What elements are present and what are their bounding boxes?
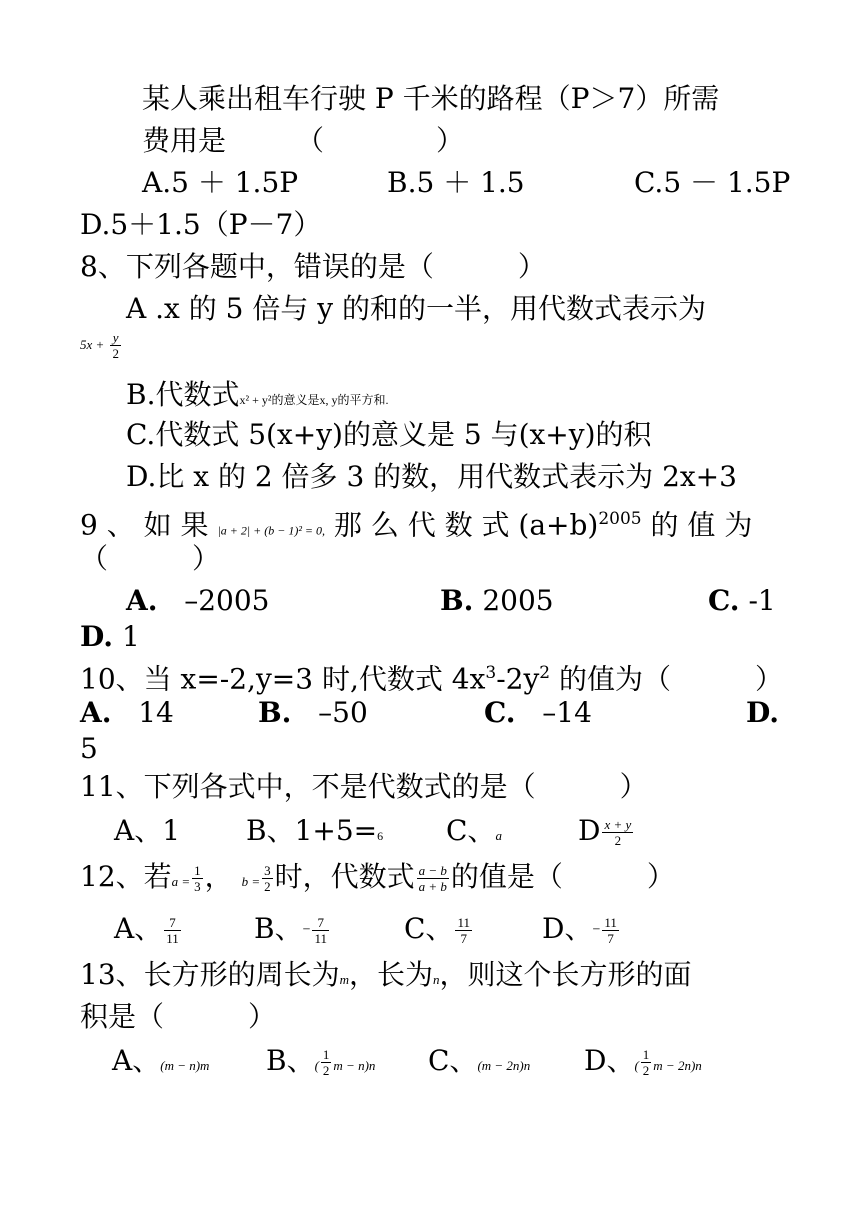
fraction-numerator: 1 <box>322 1047 330 1062</box>
fraction-numerator: 1 <box>642 1047 650 1062</box>
q8-option-c: C.代数式 5(x+y)的意义是 5 与(x+y)的积 <box>126 418 652 451</box>
q12-a-fraction <box>192 863 203 894</box>
q10-exponent-1: 3 <box>485 663 497 683</box>
fraction-numerator: y <box>110 330 121 346</box>
q9-option-a <box>126 584 269 618</box>
fraction-denominator: 2 <box>614 833 622 848</box>
q13-stem-b: ，长为 <box>349 958 434 991</box>
q8-stem: 8、下列各题中，错误的是（ ） <box>80 250 546 283</box>
fraction-numerator: 7 <box>312 915 329 931</box>
option-expression: m − 2n)n <box>653 1058 702 1073</box>
q10-stem-c: 的值为（ ） <box>559 662 784 696</box>
option-value: -1 <box>748 584 776 617</box>
q9-paren: （ ） <box>80 542 221 575</box>
option-value: 14 <box>138 696 174 729</box>
q13-stem-line2: 积是（ ） <box>80 1000 277 1033</box>
q12-stem-mid: 时，代数式 <box>274 860 415 893</box>
fraction-denominator: 2 <box>264 879 271 894</box>
half-fraction <box>321 1047 332 1078</box>
q8-expr-left: 5x + <box>80 337 105 352</box>
option-label: A. <box>126 584 158 617</box>
option-label: D、 <box>584 1044 635 1077</box>
option-label: C、 <box>428 1044 478 1077</box>
q13-stem <box>80 958 692 997</box>
q7-line1: 某人乘出租车行驶 P 千米的路程（P＞7）所需 <box>142 82 720 115</box>
q11-option-c-text: C、 <box>446 814 496 847</box>
q13-var-m: m <box>339 972 350 987</box>
q12-expression-fraction <box>417 863 449 894</box>
q9-stem-tail: 的 值 为 <box>650 508 753 542</box>
q12-b-lhs: b = <box>241 874 261 889</box>
option-expression: (m − 2n)n <box>477 1058 531 1073</box>
option-label: B. <box>440 584 474 617</box>
q13-stem-a: 13、长方形的周长为 <box>80 958 340 991</box>
fraction-denominator: 11 <box>314 931 328 946</box>
q11-option-c <box>446 814 502 853</box>
q11-option-b-small: 6 <box>377 829 384 843</box>
option-label: C、 <box>404 912 454 945</box>
q10-option-a <box>80 696 174 730</box>
q8-option-a: A .x 的 5 倍与 y 的和的一半，用代数式表示为 <box>126 292 706 325</box>
q10-stem-b: -2y <box>496 662 540 696</box>
q8-option-b-expression: x² + y²的意义是x, y的平方和. <box>239 393 389 407</box>
half-fraction <box>641 1047 652 1078</box>
option-label: B、 <box>254 912 303 945</box>
q10-option-c <box>484 696 592 730</box>
q10-stem <box>80 656 783 696</box>
option-label: D、 <box>542 912 593 945</box>
minus-sign: − <box>302 922 311 938</box>
option-value: 2005 <box>482 584 554 617</box>
option-fraction <box>455 915 472 946</box>
q7-option-b: B.5 ＋ 1.5 <box>387 166 525 199</box>
q12-option-d <box>542 912 621 948</box>
q13-option-b <box>266 1044 375 1083</box>
option-fraction <box>312 915 329 946</box>
option-value: 1 <box>121 620 140 653</box>
fraction-numerator: 11 <box>604 915 617 930</box>
q13-option-a <box>112 1044 209 1083</box>
q9-exponent: 2005 <box>598 509 642 529</box>
q8-option-b-prefix: B.代数式 <box>126 378 240 411</box>
fraction-numerator: 11 <box>457 915 470 930</box>
fraction-denominator: 7 <box>607 931 614 946</box>
fraction-numerator: x + y <box>604 817 632 832</box>
option-label: C. <box>484 696 516 729</box>
fraction-denominator: 2 <box>112 346 119 361</box>
q11-option-d-fraction <box>602 817 633 848</box>
q13-option-c <box>428 1044 530 1083</box>
fraction-denominator: 2 <box>322 1063 330 1078</box>
q12-stem-prefix: 12、若 <box>80 860 172 893</box>
q10-stem-a: 10、当 x=-2,y=3 时,代数式 4x <box>80 662 486 696</box>
q7-option-a: A.5 ＋ 1.5P <box>142 166 299 199</box>
option-label: A、 <box>112 1044 161 1077</box>
q12-stem-suffix: 的值是（ ） <box>450 860 675 893</box>
q10-option-b <box>258 696 368 730</box>
q8-option-b <box>126 378 388 417</box>
q9-formula: |a + 2| + (b − 1)² = 0, <box>217 523 326 538</box>
minus-sign: − <box>592 922 601 938</box>
fraction-denominator: 2 <box>642 1063 650 1078</box>
option-label: A. <box>80 696 112 729</box>
q12-option-c <box>404 912 474 946</box>
option-label: D. <box>80 620 114 653</box>
option-expression: m − n)n <box>333 1058 376 1073</box>
option-label: A、 <box>114 912 163 945</box>
option-fraction <box>164 915 181 946</box>
q11-option-a: A、1 <box>114 814 181 847</box>
open-paren: ( <box>314 1058 319 1073</box>
fraction-denominator: a + b <box>418 879 447 894</box>
open-paren: ( <box>634 1058 639 1073</box>
q12-separator: ， <box>204 860 233 893</box>
q12-a-lhs: a = <box>171 874 191 889</box>
q10-option-d-value: 5 <box>80 732 98 765</box>
option-fraction <box>602 915 619 946</box>
option-label: C. <box>708 584 740 617</box>
fraction-denominator: 11 <box>166 931 179 946</box>
q11-option-b <box>246 814 383 853</box>
option-label: B. <box>258 696 292 729</box>
q8-option-a-expression <box>80 330 123 361</box>
fraction-denominator: 7 <box>460 931 467 946</box>
q9-option-c <box>708 584 776 618</box>
q9-stem <box>80 502 752 547</box>
q8-option-d: D.比 x 的 2 倍多 3 的数，用代数式表示为 2x+3 <box>126 460 737 493</box>
q7-option-c: C.5 － 1.5P <box>634 166 791 199</box>
option-label: D. <box>746 696 780 729</box>
q13-var-n: n <box>433 972 440 987</box>
q11-stem: 11、下列各式中，不是代数式的是（ ） <box>80 770 648 803</box>
q12-stem <box>80 860 675 899</box>
q9-stem-suffix: 那 么 代 数 式 (a+b) <box>333 508 599 542</box>
option-expression: (m − n)m <box>160 1058 210 1073</box>
option-label: B、 <box>266 1044 315 1077</box>
q9-stem-prefix: 9 、 如 果 <box>80 508 209 542</box>
fraction-numerator: 3 <box>264 863 271 878</box>
q11-option-c-var: a <box>495 828 502 843</box>
q10-exponent-2: 2 <box>539 663 551 683</box>
q8-expr-fraction <box>110 330 121 361</box>
fraction-numerator: 1 <box>194 863 201 878</box>
q9-option-d <box>80 620 140 654</box>
option-value: –14 <box>542 696 592 729</box>
q12-option-b <box>254 912 331 948</box>
q12-option-a <box>114 912 183 946</box>
q11-option-d <box>578 814 635 848</box>
q11-option-d-label: D <box>578 814 601 847</box>
q7-option-d: D.5＋1.5（P－7） <box>80 208 322 241</box>
fraction-numerator: a − b <box>418 863 447 878</box>
option-value: –2005 <box>184 584 270 617</box>
q13-stem-c: ，则这个长方形的面 <box>439 958 692 991</box>
option-value: –50 <box>318 696 368 729</box>
fraction-numerator: 7 <box>164 915 181 931</box>
q9-option-b <box>440 584 554 618</box>
q11-option-b-text: B、1+5= <box>246 814 378 847</box>
q7-line2: 费用是 （ ） <box>142 124 465 157</box>
fraction-denominator: 3 <box>194 879 201 894</box>
q13-option-d <box>584 1044 702 1083</box>
q12-b-fraction <box>262 863 273 894</box>
q10-option-d-label <box>746 696 779 730</box>
